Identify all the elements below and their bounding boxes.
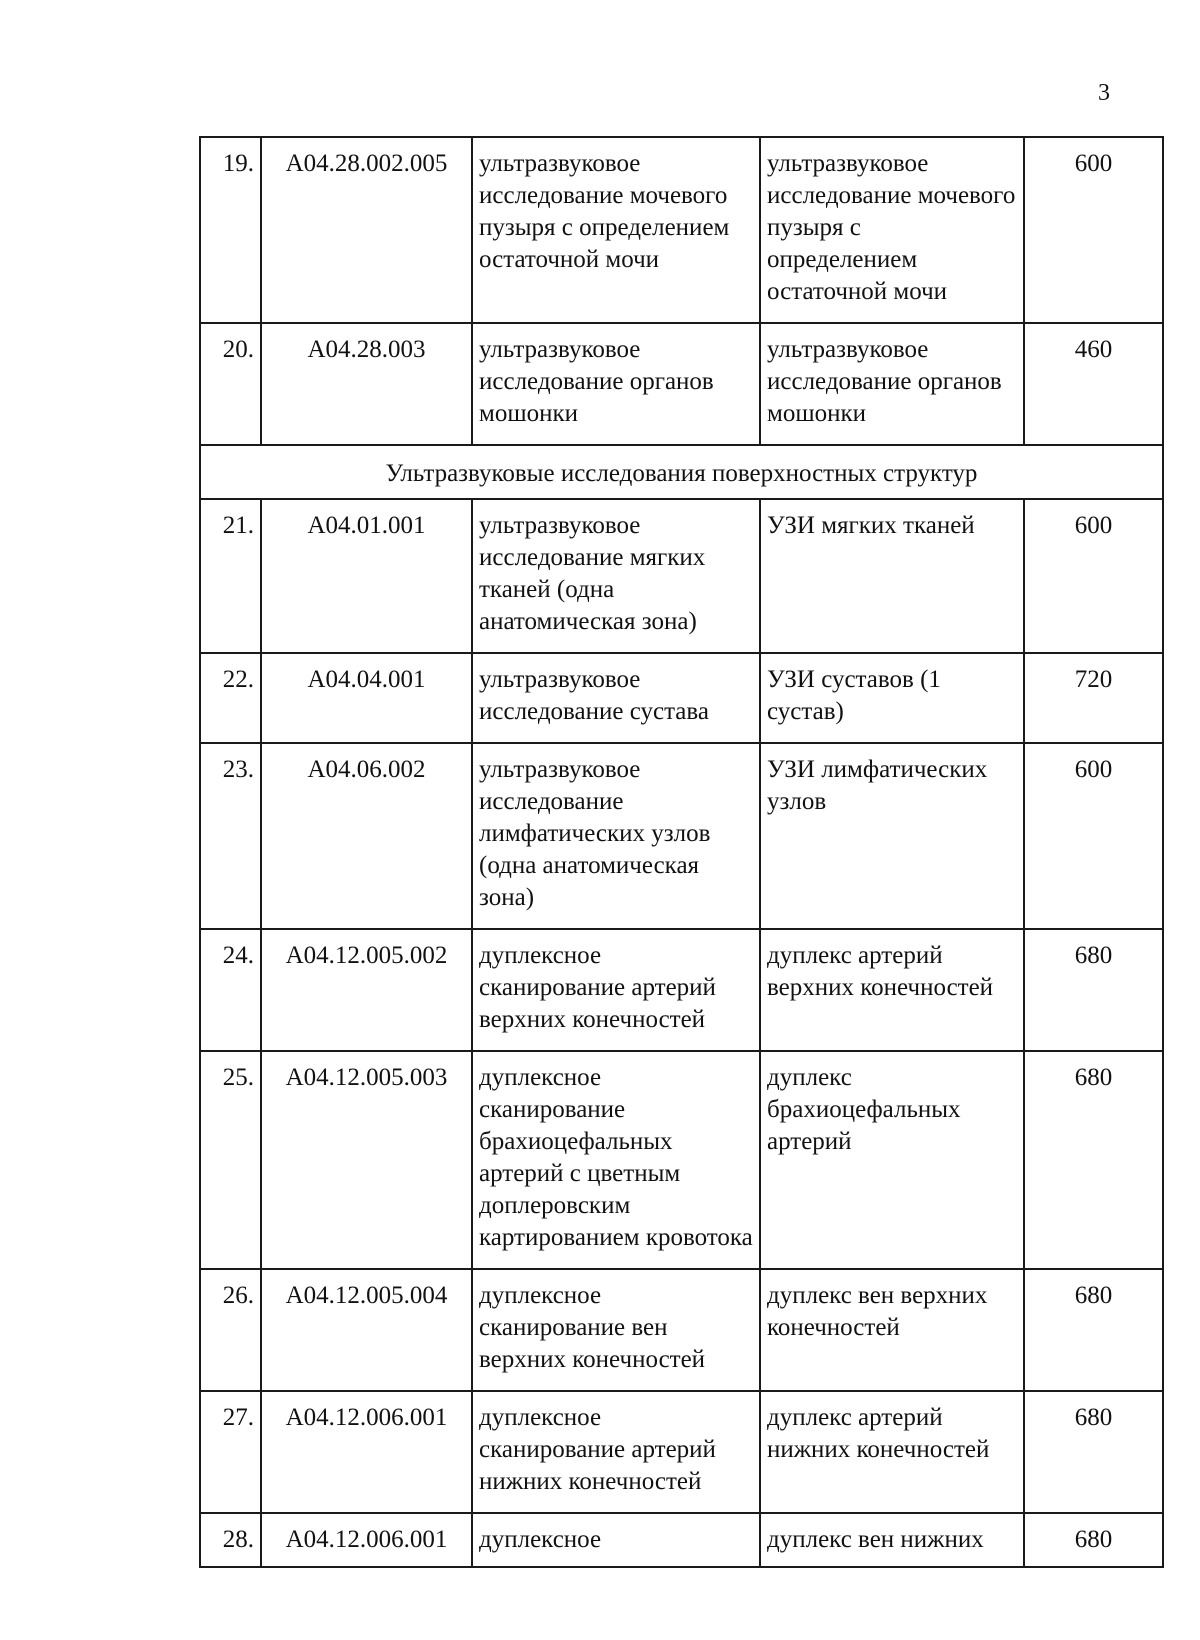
service-name: дуплексное сканирование артерий нижних конечностей	[472, 1391, 760, 1513]
service-name: ультразвуковое исследование мочевого пузыря с определением остаточной мочи	[472, 137, 760, 323]
table-row	[200, 1391, 1163, 1513]
table-row	[200, 137, 1163, 323]
table-row	[200, 1051, 1163, 1269]
service-name: дуплексное	[472, 1513, 760, 1567]
service-name: дуплексное сканирование вен верхних конечностей	[472, 1269, 760, 1391]
row-number: 24.	[200, 929, 261, 1051]
service-short-name: дуплекс артерий верхних конечностей	[760, 929, 1024, 1051]
row-number: 22.	[200, 653, 261, 743]
service-short-name: ультразвуковое исследование органов мошонки	[760, 323, 1024, 445]
row-number: 21.	[200, 499, 261, 653]
row-number: 27.	[200, 1391, 261, 1513]
section-header-row	[200, 445, 1163, 499]
service-short-name: дуплекс вен нижних	[760, 1513, 1024, 1567]
row-number: 20.	[200, 323, 261, 445]
row-number: 26.	[200, 1269, 261, 1391]
service-short-name: УЗИ суставов (1 сустав)	[760, 653, 1024, 743]
service-short-name: ультразвуковое исследование мочевого пузыря с определением остаточной мочи	[760, 137, 1024, 323]
service-name: ультразвуковое исследование мягких тканей (одна анатомическая зона)	[472, 499, 760, 653]
service-price: 680	[1024, 929, 1163, 1051]
row-number: 19.	[200, 137, 261, 323]
row-number: 28.	[200, 1513, 261, 1567]
service-code: A04.12.005.002	[261, 929, 472, 1051]
service-name: дуплексное сканирование артерий верхних конечностей	[472, 929, 760, 1051]
service-price: 600	[1024, 137, 1163, 323]
service-price: 460	[1024, 323, 1163, 445]
service-code: A04.12.006.001	[261, 1391, 472, 1513]
service-code: A04.12.005.004	[261, 1269, 472, 1391]
service-price: 720	[1024, 653, 1163, 743]
service-code: A04.12.005.003	[261, 1051, 472, 1269]
service-price: 600	[1024, 743, 1163, 929]
service-short-name: УЗИ мягких тканей	[760, 499, 1024, 653]
table-row	[200, 743, 1163, 929]
service-name: дуплексное сканирование брахиоцефальных артерий с цветным доплеровским картированием кровотока	[472, 1051, 760, 1269]
row-number: 25.	[200, 1051, 261, 1269]
table-row	[200, 1513, 1163, 1567]
service-price: 680	[1024, 1051, 1163, 1269]
price-table	[199, 136, 1164, 1568]
row-number: 23.	[200, 743, 261, 929]
service-code: A04.28.003	[261, 323, 472, 445]
service-short-name: дуплекс артерий нижних конечностей	[760, 1391, 1024, 1513]
service-short-name: дуплекс брахиоцефальных артерий	[760, 1051, 1024, 1269]
service-price: 680	[1024, 1513, 1163, 1567]
page-number: 3	[1098, 80, 1110, 106]
section-title: Ультразвуковые исследования поверхностных структур	[200, 445, 1163, 499]
service-code: A04.04.001	[261, 653, 472, 743]
service-name: ультразвуковое исследование сустава	[472, 653, 760, 743]
table-row	[200, 929, 1163, 1051]
service-short-name: УЗИ лимфатических узлов	[760, 743, 1024, 929]
service-code: A04.12.006.001	[261, 1513, 472, 1567]
service-price: 680	[1024, 1269, 1163, 1391]
table-row	[200, 323, 1163, 445]
service-name: ультразвуковое исследование органов мошонки	[472, 323, 760, 445]
service-code: A04.06.002	[261, 743, 472, 929]
table-row	[200, 653, 1163, 743]
table-row	[200, 499, 1163, 653]
table-row	[200, 1269, 1163, 1391]
service-short-name: дуплекс вен верхних конечностей	[760, 1269, 1024, 1391]
service-code: A04.28.002.005	[261, 137, 472, 323]
service-code: A04.01.001	[261, 499, 472, 653]
service-price: 600	[1024, 499, 1163, 653]
service-name: ультразвуковое исследование лимфатических узлов (одна анатомическая зона)	[472, 743, 760, 929]
service-price: 680	[1024, 1391, 1163, 1513]
